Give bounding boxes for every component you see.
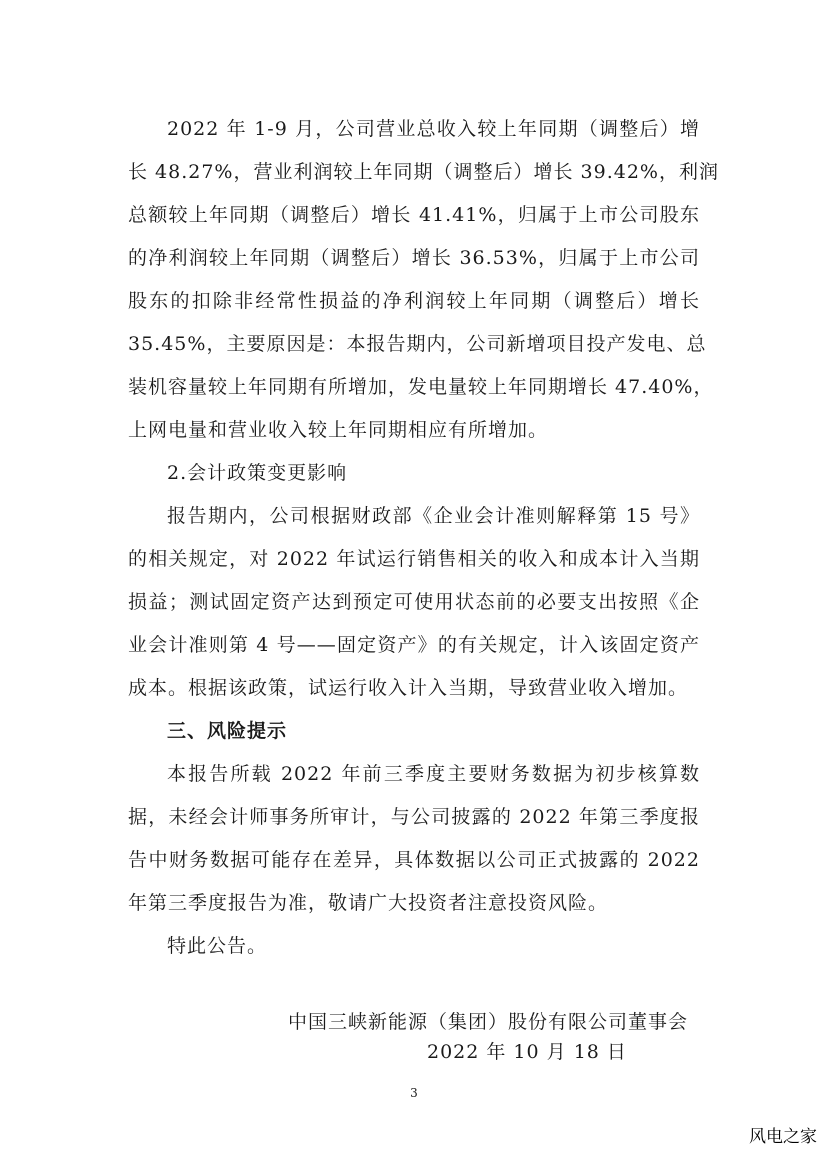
- text-line: 的净利润较上年同期（调整后）增长 36.53%，归属于上市公司: [128, 247, 700, 269]
- text-line: 长 48.27%，营业利润较上年同期（调整后）增长 39.42%，利润: [128, 161, 719, 183]
- watermark: 风电之家: [749, 1127, 817, 1147]
- text-line: 本报告所载 2022 年前三季度主要财务数据为初步核算数: [167, 763, 700, 785]
- text-line: 年第三季度报告为准，敬请广大投资者注意投资风险。: [128, 892, 609, 914]
- text-line: 上网电量和营业收入较上年同期相应有所增加。: [128, 419, 549, 441]
- paragraph-accounting-policy: [128, 495, 700, 710]
- text-line: 2022 年 1-9 月，公司营业总收入较上年同期（调整后）增: [167, 118, 700, 140]
- subheading-accounting-policy: 2.会计政策变更影响: [167, 462, 348, 484]
- signature-company: 中国三峡新能源（集团）股份有限公司董事会: [288, 1011, 689, 1033]
- section-heading-risk: 三、风险提示: [167, 720, 288, 742]
- paragraph-risk: [128, 753, 700, 925]
- text-line: 告中财务数据可能存在差异，具体数据以公司正式披露的 2022: [128, 849, 700, 871]
- text-line: 业会计准则第 4 号——固定资产》的有关规定，计入该固定资产: [128, 634, 700, 656]
- paragraph-performance: [128, 108, 719, 452]
- closing-text: 特此公告。: [167, 935, 268, 957]
- text-line: 股东的扣除非经常性损益的净利润较上年同期（调整后）增长: [128, 290, 700, 312]
- text-line: 35.45%，主要原因是：本报告期内，公司新增项目投产发电、总: [128, 333, 707, 355]
- signature-date: 2022 年 10 月 18 日: [427, 1041, 627, 1063]
- text-line: 的相关规定，对 2022 年试运行销售相关的收入和成本计入当期: [128, 548, 700, 570]
- text-line: 据，未经会计师事务所审计，与公司披露的 2022 年第三季度报: [128, 806, 700, 828]
- page-number: 3: [410, 1086, 418, 1100]
- text-line: 总额较上年同期（调整后）增长 41.41%，归属于上市公司股东: [128, 204, 700, 226]
- text-line: 装机容量较上年同期有所增加，发电量较上年同期增长 47.40%，: [128, 376, 714, 398]
- text-line: 损益；测试固定资产达到预定可使用状态前的必要支出按照《企: [128, 591, 700, 613]
- text-line: 报告期内，公司根据财政部《企业会计准则解释第 15 号》: [167, 505, 700, 527]
- text-line: 成本。根据该政策，试运行收入计入当期，导致营业收入增加。: [128, 677, 689, 699]
